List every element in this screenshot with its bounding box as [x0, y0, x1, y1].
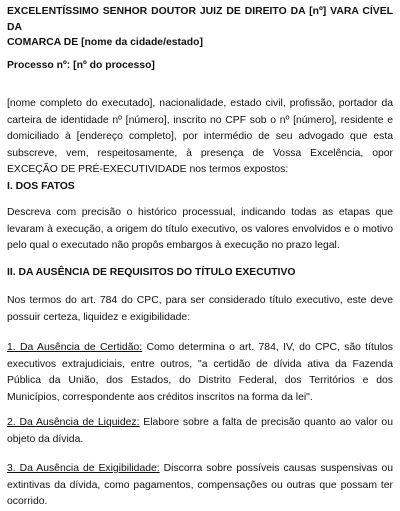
- addressee-line-2: COMARCA DE [nome da cidade/estado]: [7, 37, 203, 48]
- section-requirements-title: [7, 265, 393, 281]
- intro-text: [nome completo do executado], nacionalidade, estado civil, profissão, portador da carteira de identidade nº [número], inscrito no CPF sob o nº [número], residente e domiciliado à [endereço completo], por intermédio de seu advogado que esta subscreve, vem, respeitosamente, à presença de Vossa Excelência, opor EXCEÇÃO DE PRÉ-EXECUTIVIDADE nos termos expostos:: [7, 98, 393, 175]
- section-requirements-intro-text: Nos termos do art. 784 do CPC, para ser considerado título executivo, este deve possuir certeza, liquidez e exigibilidade:: [7, 295, 393, 323]
- requirement-item-label: 3. Da Ausência de Exigibilidade:: [7, 463, 160, 474]
- requirement-item-body: Discorra sobre possíveis causas suspensivas ou extintivas da dívida, como pagamentos, compensações ou outras que possam ter ocorrido.: [7, 463, 393, 507]
- section-facts-text: Descreva com precisão o histórico processual, indicando todas as etapas que levaram à execução, a origem do título executivo, os valores envolvidos e o motivo pelo qual o executado não propôs embargos à execução no prazo legal.: [7, 207, 393, 251]
- requirement-item-body: Elabore sobre a falta de precisão quanto ao valor ou objeto da dívida.: [7, 417, 393, 445]
- requirement-item-certidao: [7, 340, 393, 406]
- section-requirements-title-text: II. DA AUSÊNCIA DE REQUISITOS DO TÍTULO EXECUTIVO: [7, 267, 296, 278]
- requirement-item-text: [7, 461, 393, 511]
- requirement-item-label: 2. Da Ausência de Liquidez:: [7, 417, 140, 428]
- requirement-item-text: [7, 415, 393, 448]
- section-facts-title-text: I. DOS FATOS: [7, 181, 75, 192]
- addressee-heading: [7, 4, 393, 51]
- process-number: [7, 58, 393, 74]
- section-requirements-intro: [7, 293, 393, 326]
- requirement-item-text: [7, 340, 393, 406]
- section-facts-paragraph: [7, 205, 393, 255]
- addressee-line-1: EXCELENTÍSSIMO SENHOR DOUTOR JUIZ DE DIREITO DA [nº] VARA CÍVEL DA: [7, 6, 393, 33]
- process-number-label: Processo nº: [nº do processo]: [7, 60, 155, 71]
- intro-paragraph: [7, 96, 393, 179]
- section-facts-title: [7, 179, 393, 195]
- requirement-item-body: Como determina o art. 784, IV, do CPC, são títulos executivos extrajudiciais, entre outros, "a certidão de dívida ativa da Fazenda Pública da União, dos Estados, do Distrito Federal, dos Territórios e dos Municípios, correspondente aos créditos inscritos na forma da lei".: [7, 342, 393, 403]
- requirement-item-exigibilidade: [7, 461, 393, 511]
- requirement-item-liquidez: [7, 415, 393, 448]
- requirement-item-label: 1. Da Ausência de Certidão:: [7, 342, 143, 353]
